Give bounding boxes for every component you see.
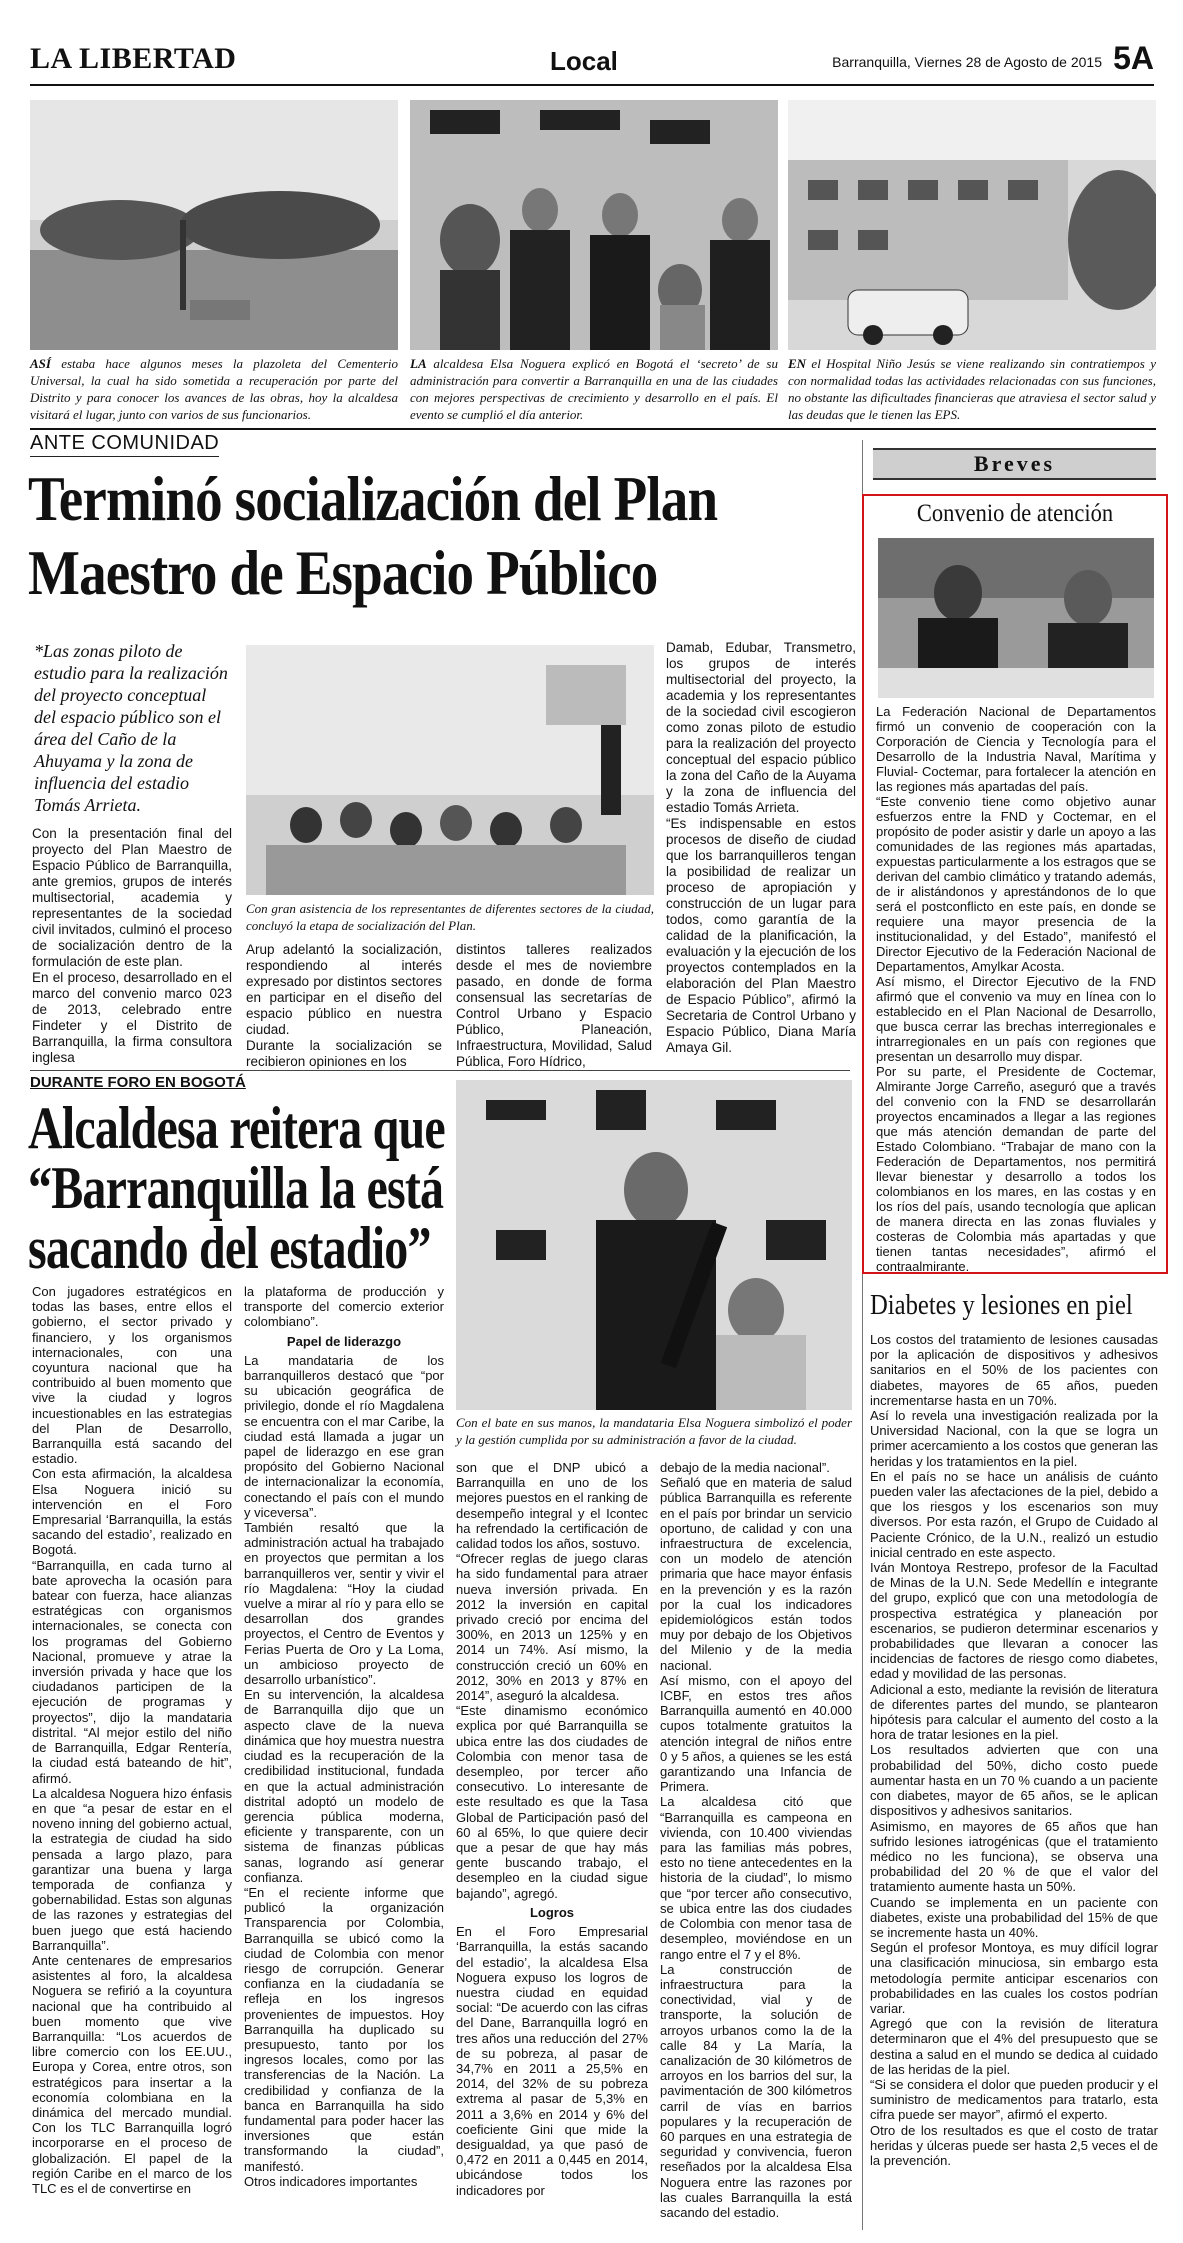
story1-photo-caption: Con gran asistencia de los representantes de diferentes sectores de la ciudad, concluyó la etapa de socialización del Plan. [246, 901, 654, 933]
story2-col3b: En el Foro Empresarial ‘Barranquilla, la estás sacando del estadio’, la alcaldesa Elsa Noguera expuso los logros de nuestra ciudad en equidad social: “De acuerdo con las cifras del Dane, Barranquilla logró en tres años una reducción del 27% de su pobreza, al pasar de 34,7% en 2011 a 25,5% en 2014, del 32% de su pobreza extrema al pasar de 5,3% en 2011 a 3,6% en 2014 y 6% del coeficiente Gini que mide la desigualdad, ya que pasó de 0,472 en 2011 a 0,445 en 2014, ubicándose todos los indicadores por [456, 1924, 648, 2198]
photo-plazoleta [30, 100, 398, 350]
story2-col2: La mandataria de los barranquilleros destacó que “por su ubicación geográfica de privilegio, donde el río Magdalena se encuentra con el mar Caribe, la ciudad está llamada a jugar un papel de liderazgo en ese gran propósito del Gobierno Nacional de internacionalizar la economía, conectando el país con el mundo y viceversa”. También resaltó que la administración actual ha trabajado en proyectos que permitan a los barranquilleros ver, sentir y vivir el río Magdalena: “Hoy la ciudad vuelve a mirar al río y para ello se desarrollan dos grandes proyectos, el Centro de Eventos y Ferias Puerta de Oro y La Loma, un ambicioso proyecto de desarrollo urbanístico”. En su intervención, la alcaldesa de Barranquilla dijo que un aspecto clave de la nueva dinámica que hoy muestra nuestra ciudad es la recuperación de la credibilidad institucional, fundada en que la actual administración distrital adoptó un modelo de gerencia pública moderna, eficiente y transparente, con un sistema de finanzas públicas sanas, logrando así generar confianza. “En el reciente informe que publicó la organización Transparencia por Colombia, Barranquilla se ubicó como la ciudad de Colombia con menor riesgo de corrupción. Generar confianza en la ciudadanía se refleja en los ingresos provenientes de impuestos. Hoy Barranquilla ha duplicado su presupuesto, tanto por los ingresos locales, como por las transferencias de la Nación. La credibilidad y confianza de la banca en Barranquilla ha sido fundamental para poder hacer las inversiones que están transformando la ciudad”, manifestó. Otros indicadores importantes [244, 1352, 444, 2189]
story1-kicker: ANTE COMUNIDAD [30, 432, 219, 457]
story1-col1: Con la presentación final del proyecto del Plan Maestro de Espacio Público de Barranquilla, ante gremios, grupos de interés multisectorial, academia y representantes de la sociedad civil invitados, culminó el proceso de socialización dentro de la formulación de este plan. En el proceso, desarrollado en el marco del convenio marco 023 de 2013, celebrado entre Findeter y el Distrito de Barranquilla, la firma consultora inglesa [32, 826, 232, 1065]
dateline: Barranquilla, Viernes 28 de Agosto de 2015 [832, 54, 1102, 70]
masthead [30, 40, 1154, 86]
story1-col3: distintos talleres realizados desde el mes de noviembre pasado, en donde de forma consensual las secretarías de Control Urbano y Espacio Público, Planeación, Infraestructura, Movilidad, Salud Pública, Foro Hídrico, [456, 942, 652, 1069]
story2-col3: son que el DNP ubicó a Barranquilla en uno de los mejores puestos en el ranking de desempeño integral y el Icontec ha refrendado la certificación de calidad todos los años, sostuvo. “Ofrecer reglas de juego claras ha sido fundamental para atraer nueva inversión privada. En 2012 la inversión en capital privado creció por encima del 300%, en 2013 un 125% y en 2014 un 74%. Así mismo, la construcción creció un 60% en 2012, 30% en 2013 y 87% en 2014”, aseguró la alcaldesa. “Este dinamismo económico explica por qué Barranquilla se ubica entre las dos ciudades de Colombia con menor tasa de desempleo, por tercer año consecutivo. Lo interesante de este resultado es que la Tasa Global de Participación pasó del 60 al 65%, lo que quiere decir que a pesar de que hay más gente buscando trabajo, el desempleo en la ciudad sigue bajando”, agregó. [456, 1460, 648, 1901]
section-name: Local [550, 46, 618, 76]
caption-plazoleta: ASÍ estaba hace algunos meses la plazoleta del Cementerio Universal, la cual ha sido sometida a recuperación por parte del Distrito y para conocer los avances de las obras, hoy la alcaldesa visitará el lugar, junto con varios de sus funcionarios. [30, 356, 398, 422]
photo-alcaldesa-bate [456, 1080, 852, 1410]
story2-kicker: DURANTE FORO EN BOGOTÁ [30, 1074, 246, 1091]
story2-col4: debajo de la media nacional”. Señaló que en materia de salud pública Barranquilla es referente en el país por brindar un servicio oportuno, de calidad y con una infraestructura de excelencia, con un modelo de atención primaria que hace mayor énfasis en la prevención y es la razón por la cual los indicadores epidemiológicos están todos muy por debajo de los Objetivos del Milenio y de la media nacional. Así mismo, con el apoyo del ICBF, en estos tres años Barranquilla aumentó en 40.000 cupos totalmente gratuitos la atención integral de niños entre 0 y 5 años, a quienes se les está garantizando una Infancia de Primera. La alcaldesa citó que “Barranquilla es campeona en vivienda, con 10.400 viviendas para las familias más pobres, esto no tiene antecedentes en la historia de la ciudad”, lo mismo que “por tercer año consecutivo, se ubica entre las dos ciudades de Colombia con menor tasa de desempleo, moviéndose en un rango entre el 7 y el 8%. La construcción de infraestructura para la conectividad, vial y de transporte, la solución de arroyos urbanos como la de la calle 84 y La María, la canalización de 30 kilómetros de arroyos en los barrios del sur, la pavimentación de 300 kilómetros carril de vías en barrios populares y la recuperación de 60 parques en una estrategia de seguridad y convivencia, fueron reseñados por la alcaldesa Elsa Noguera entre las razones por las cuales Barranquilla la está sacando del estadio. [660, 1460, 852, 2220]
story1-headline-line1: Terminó socialización del Plan [28, 463, 718, 534]
convenio-text: La Federación Nacional de Departamentos firmó un convenio de cooperación con la Corporación de Ciencia y Tecnología para el Desarrollo de la Industria Naval, Marítima y Fluvial- Coctemar, para fortalecer la atención en las regiones más apartadas del país. “Este convenio tiene como objetivo aunar esfuerzos entre la FND y Coctemar, en el propósito de poder asistir y darle un apoyo a las comunidades de las regiones más apartadas, expuestas particularmente a los estragos que se derivan del cambio climático y tratando además, de ir alistándonos y aprestándonos de lo que será el postconflicto en este país, en donde se requiere una mayor presencia de la institucionalidad, y del Estado”, manifestó el Director Ejecutivo de la Federación Nacional de Departamentos, Amylkar Acosta. Así mismo, el Director Ejecutivo de la FND afirmó que el convenio va muy en línea con lo establecido en el Plan Nacional de Desarrollo, que busca cerrar las brechas interregionales e intrarregionales en un país con regiones que presentan un desarrollo muy dispar. Por su parte, el Presidente de Coctemar, Almirante Jorge Carreño, aseguró que a través del convenio con la FND se desarrollarán proyectos encaminados a llegar a las regiones que más atención demandan de parte del Estado Colombiano. “Trabajar de mano con la Federación de Departamentos, nos permitirá llevar bienestar y desarrollo a todos los colombianos en los mares, en las costas y en los ríos del país, usando tecnología que aplican de manera directa en las zonas fluviales y costeras de Colombia más apartadas y que tienen tantas necesidades”, afirmó el contraalmirante. [876, 704, 1156, 1274]
story2-headline-line1: Alcaldesa reitera que [28, 1095, 445, 1161]
story2-col1: Con jugadores estratégicos en todas las bases, entre ellos el gobierno, el sector privado y financiero, y los organismos internacionales, con una coyuntura nacional que ha contribuido al buen momento que vive la ciudad y logros incuestionables en las estrategias del Plan de Desarrollo, Barranquilla está sacando del estadio. Con esta afirmación, la alcaldesa Elsa Noguera inició su intervención en el Foro Empresarial ‘Barranquilla, la estás sacando del estadio’, realizado en Bogotá. “Barranquilla, en cada turno al bate aprovecha la ocasión para batear con fuerza, hace alianzas estratégicas con organismos internacionales, se conecta con los programas del Gobierno Nacional, promueve y atrae la inversión privada y hace que los ciudadanos participen de la ejecución de programas y proyectos”, dijo la mandataria distrital. “Al mejor estilo del niño de Barranquilla, Edgar Rentería, la ciudad está bateando de hit”, afirmó. La alcaldesa Noguera hizo énfasis en que “a pesar de estar en el noveno inning del gobierno actual, la estrategia de ciudad ha sido pensada a largo plazo, para garantizar una buena y larga temporada de confianza y gobernabilidad. Estas son algunas de las razones y estrategias del buen juego que está haciendo Barranquilla”. Ante centenares de empresarios asistentes al foro, la alcaldesa Noguera se refirió a la coyuntura nacional que ha contribuido al buen momento que vive Barranquilla: “Los acuerdos de libre comercio con los EE.UU., Europa y Corea, entre otros, son estratégicos para insertar a la economía colombiana en la dinámica del mercado mundial. Con los TLC Barranquilla logró incorporarse en el proceso de globalización. El papel de la región Caribe en el marco de los TLC es el de convertirse en [32, 1284, 232, 2196]
story2-subhead-liderazgo: Papel de liderazgo [286, 1333, 402, 1349]
caption-alcaldesa-bogota: LA alcaldesa Elsa Noguera explicó en Bogotá el ‘secreto’ de su administración para convertir a Barranquilla en una de las ciudades con mejores perspectivas de crecimiento y desarrollo en el país. El evento se cumplió el día anterior. [410, 356, 778, 422]
story1-col4: Damab, Edubar, Transmetro, los grupos de interés multisectorial del proyecto, la academia y los representantes de la sociedad civil escogieron como zonas piloto de estudio para la realización del proyecto conceptual del espacio público la zona del Caño de la Auyama y la zona de influencia del estadio Tomás Arrieta. “Es indispensable en estos procesos de diseño de ciudad que los barranquilleros tengan la posibilidad de realizar un proceso de apropiación y construcción de un lugar para todos, como garantía de la calidad de la planificación, la evaluación y la ejecución de los proyectos contemplados en la elaboración del Plan Maestro de Espacio Público”, afirmó la Secretaria de Control Urbano y Espacio Público, Diana María Amaya Gil. [666, 640, 856, 1055]
diabetes-title: Diabetes y lesiones en piel [870, 1290, 1133, 1321]
breves-title: Breves [973, 451, 1056, 476]
story-divider [30, 1070, 850, 1071]
story2-col2-block [244, 1284, 444, 2189]
story2-subhead-logros: Logros [529, 1904, 575, 1920]
photo-hospital [788, 100, 1156, 350]
newspaper-name: LA LIBERTAD [30, 42, 237, 75]
top-divider [30, 428, 1156, 430]
breves-header [873, 448, 1156, 480]
convenio-title: Convenio de atención [916, 500, 1114, 527]
story2-photo-caption: Con el bate en sus manos, la mandataria Elsa Noguera simbolizó el poder y la gestión cumplida por su administración a favor de la ciudad. [456, 1415, 852, 1447]
photo-convenio [878, 538, 1154, 698]
diabetes-text: Los costos del tratamiento de lesiones causadas por la aplicación de dispositivos y adhesivos sanitarios en el 50% de los pacientes con diabetes, mayores de 65 años, pueden incrementarse hasta en un 70%. Así lo revela una investigación realizada por la Universidad Nacional, con la que se logra un primer acercamiento a los costos que generan las heridas y los tratamientos en la piel. En el país no se hace un análisis de cuánto pueden valer las afectaciones de la piel, debido a que los riesgos y los escenarios son muy diversos. Por esta razón, el Grupo de Cuidado al Paciente Crónico, de la U.N., realizó un estudio inicial centrado en este aspecto. Iván Montoya Restrepo, profesor de la Facultad de Minas de la U.N. Sede Medellín e integrante del grupo, explicó que con una metodología de prospectiva estratégica y planeación por escenarios, se pudieron determinar escenarios y probabilidades que llevaran a conocer las incidencias de factores de riesgo como diabetes, edad y movilidad de las personas. Adicional a esto, mediante la revisión de literatura de diferentes partes del mundo, se plantearon hipótesis para calcular el aumento del costo a la hora de tratar lesiones en la piel. Los resultados advierten que con una probabilidad del 50%, dicho costo puede aumentar hasta en un 70 % cuando a un paciente con diabetes, mayor de 65 años, se le aplican dispositivos y adhesivos sanitarios. Asimismo, en mayores de 65 años que han sufrido lesiones iatrogénicas (que el tratamiento médico no les funciona), se observa una probabilidad del 20 % de que el valor del tratamiento aumente hasta un 50%. Cuando se implementa en un paciente con diabetes, existe una probabilidad del 15% de que se incremente hasta un 40%. Según el profesor Montoya, es muy difícil lograr una clasificación minuciosa, sin embargo esta metodología permite anticipar escenarios con probabilidades en las cuales los costos podrían variar. Agregó que con la revisión de literatura determinaron que el 4% del presupuesto que se destina a salud en el mundo se dedica al cuidado de las heridas de la piel. “Si se considera el dolor que pueden producir y el suministro de medicamentos para tratarlo, esta cifra puede ser mayor”, afirmó el experto. Otro de los resultados es que el costo de tratar heridas y úlceras puede ser hasta 2,5 veces el de la prevención. [870, 1332, 1158, 2168]
caption-hospital: EN el Hospital Niño Jesús se viene realizando sin contratiempos y con normalidad todas las actividades relacionadas con sus funciones, no obstante las dificultades financieras que atraviesa el sector salud y las deudas que le tienen las EPS. [788, 356, 1156, 422]
photo-alcaldesa-bogota [410, 100, 778, 350]
story2-headline-line2: “Barranquilla la está [28, 1155, 444, 1221]
story1-lede: *Las zonas piloto de estudio para la realización del proyecto conceptual del espacio público son el área del Caño de la Ahuyama y la zona de influencia del estadio Tomás Arrieta. [34, 641, 228, 815]
convenio-box [862, 494, 1168, 1274]
story1-col2: Arup adelantó la socialización, respondiendo al interés expresado por distintos sectores en participar en el diseño del espacio público en nuestra ciudad. Durante la socialización se recibieron opiniones en los [246, 942, 442, 1069]
page-number: 5A [1113, 40, 1154, 76]
story2-col2-intro: la plataforma de producción y transporte del comercio exterior colombiano”. [244, 1284, 444, 1330]
story2-col3-block [456, 1460, 648, 2198]
story2-headline-line3: sacando del estadio” [28, 1215, 431, 1281]
photo-socializacion [246, 645, 654, 895]
story1-headline-line2: Maestro de Espacio Público [28, 537, 658, 608]
